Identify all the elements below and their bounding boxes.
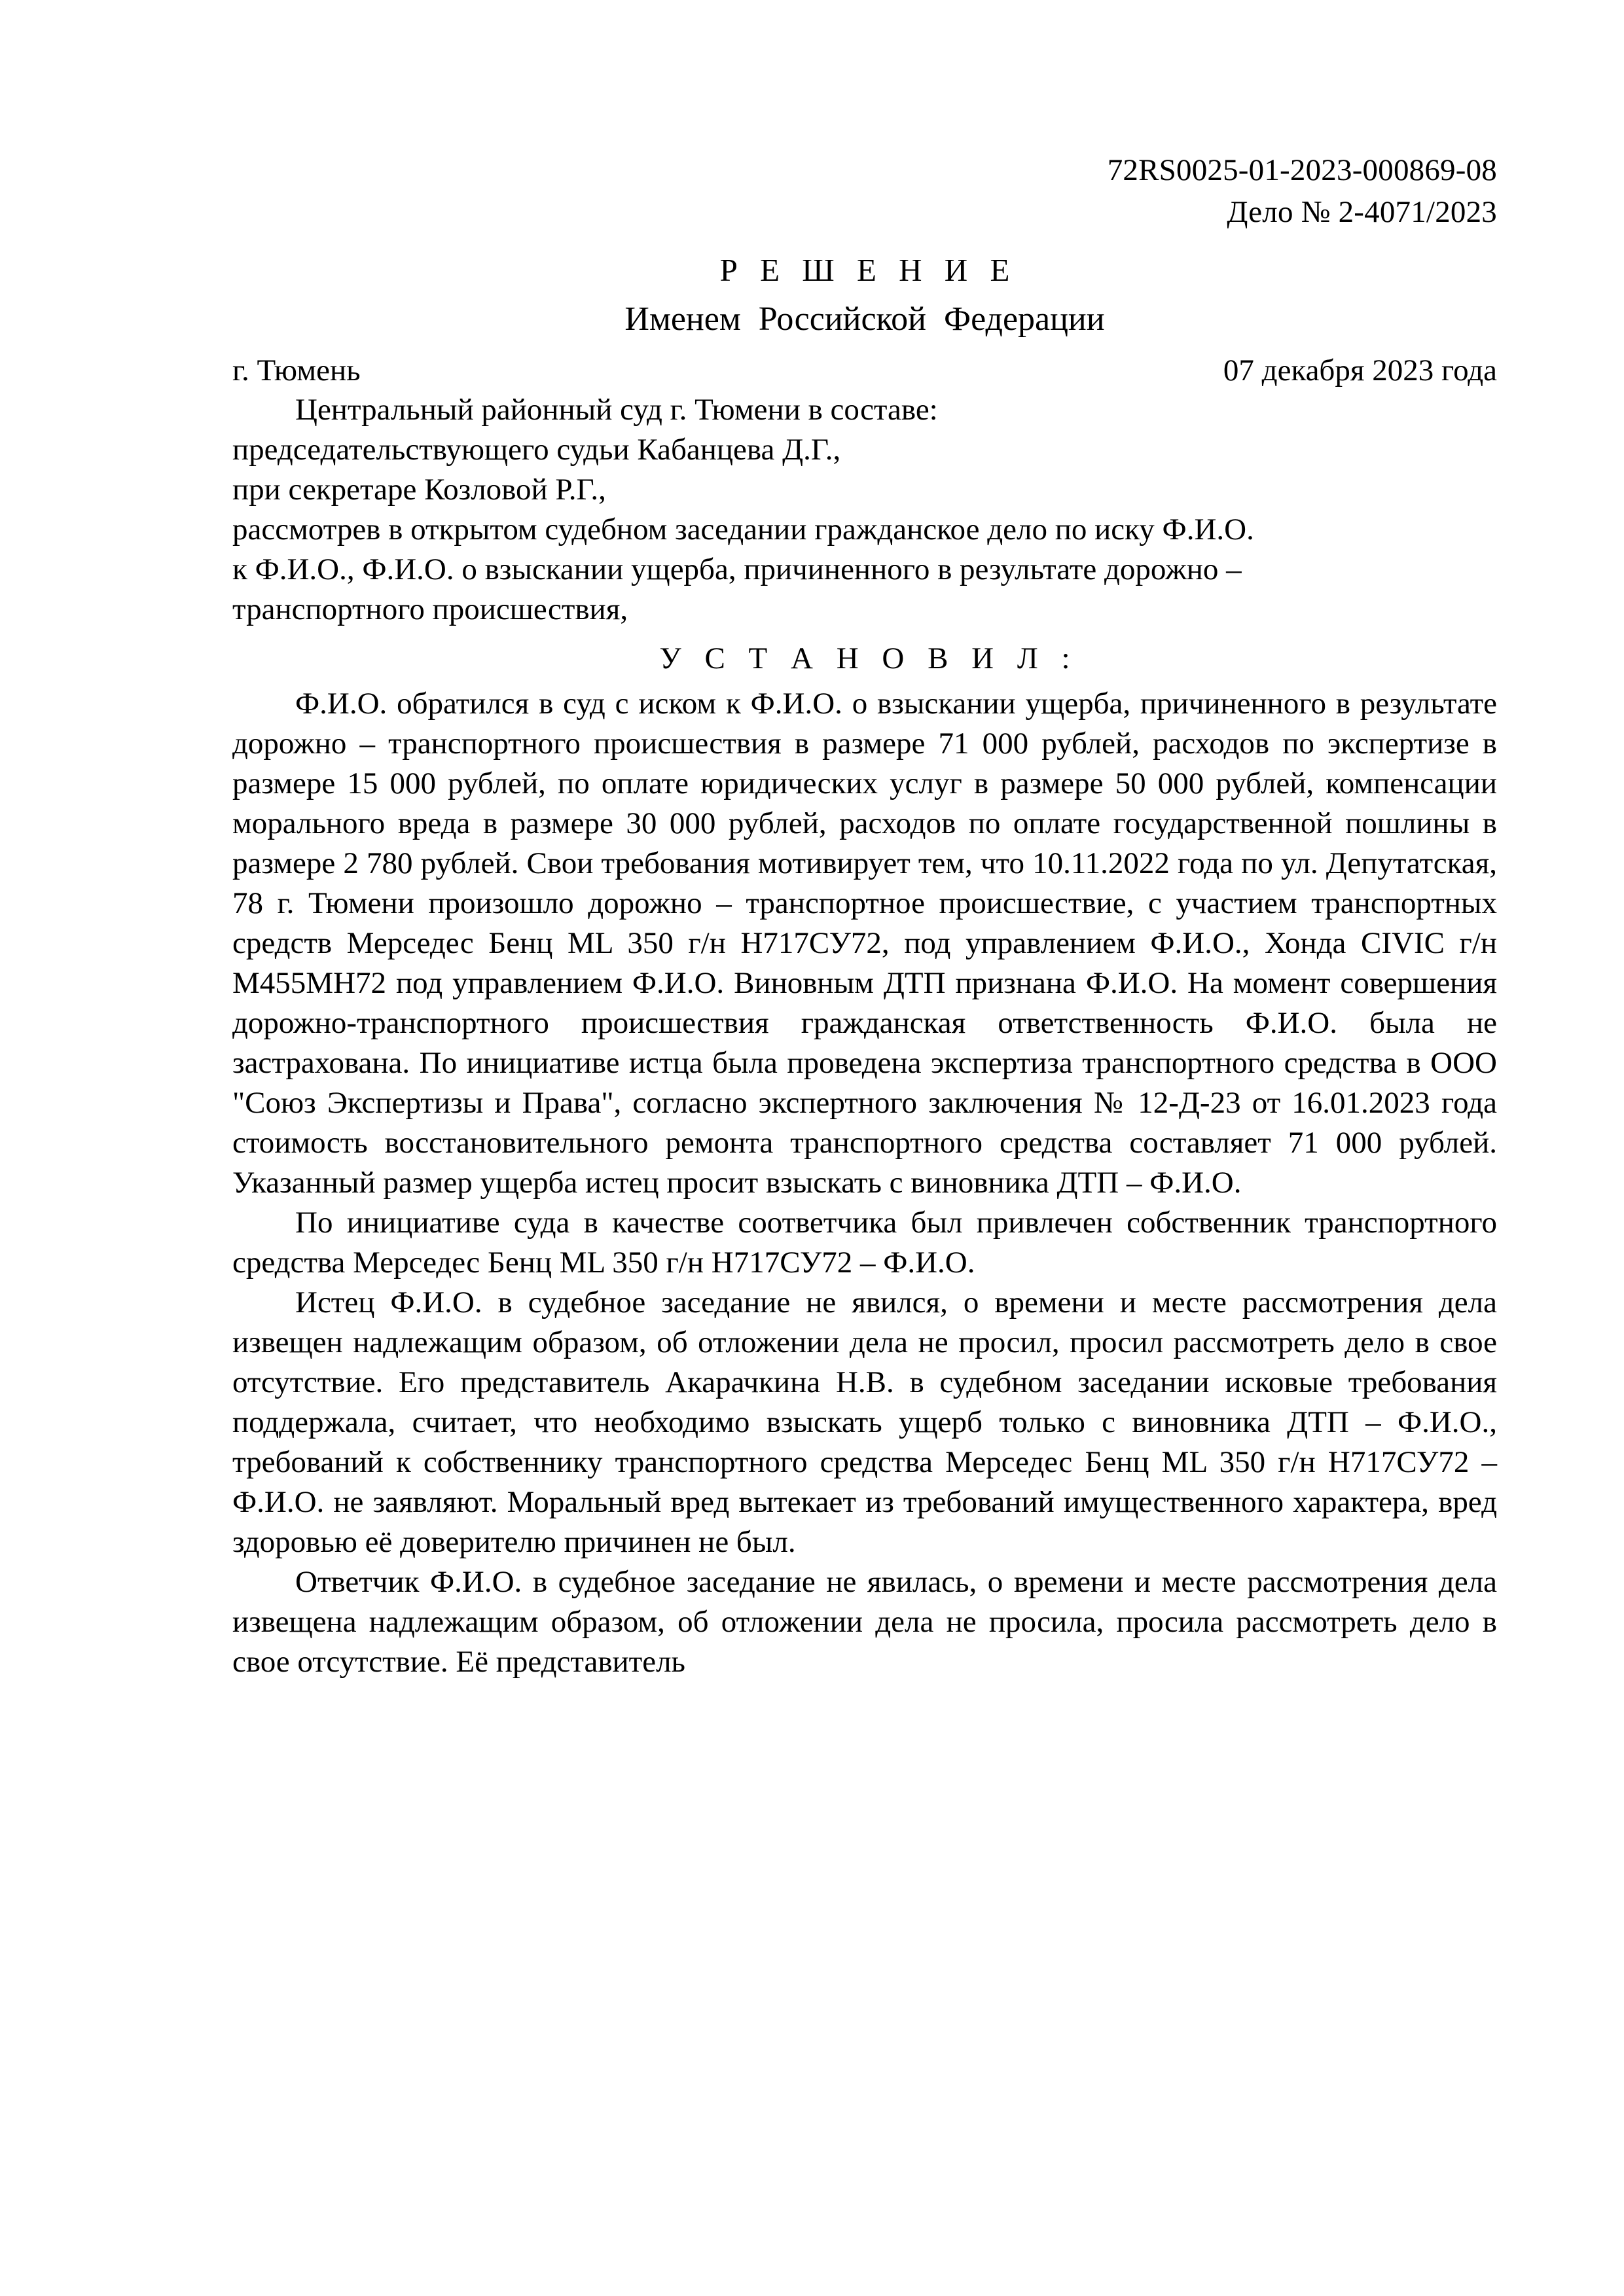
page-title-decision: Р Е Ш Е Н И Е — [719, 252, 1017, 288]
body-paragraph: Ответчик Ф.И.О. в судебное заседание не явилась, о времени и месте рассмотрения дела извещена надлежащим образом, об отложении дела не просила, просила рассмотреть дело в свое отсутствие. Её представитель — [232, 1565, 1497, 1679]
body-paragraph: Истец Ф.И.О. в судебное заседание не явился, о времени и месте рассмотрения дела извещен надлежащим образом, об отложении дела не просил, просил рассмотреть дело в свое отсутствие. Его представитель Акарачкина Н.В. в судебном заседании исковые требования поддержала, считает, что необходимо взыскать ущерб только с виновника ДТП – Ф.И.О., требований к собственнику транспортного средства Мерседес Бенц ML 350 г/н Н717СУ72 – Ф.И.О. не заявляют. Моральный вред вытекает из требований имущественного характера, вред здоровью её доверителю причинен не был. — [232, 1285, 1497, 1559]
considered-line-3: транспортного происшествия, — [232, 592, 628, 626]
considered-line-2: к Ф.И.О., Ф.И.О. о взыскании ущерба, причиненного в результате дорожно – — [232, 552, 1242, 586]
page-content — [232, 0, 1497, 1682]
case-uid: 72RS0025-01-2023-000869-08 — [1107, 153, 1497, 187]
title-in-name-of-rf: Именем Российской Федерации — [624, 300, 1105, 338]
court-composition-line: Центральный районный суд г. Тюмени в составе: — [295, 393, 938, 427]
body-paragraph: Ф.И.О. обратился в суд с иском к Ф.И.О. о взыскании ущерба, причиненного в результате дорожно – транспортного происшествия в размере 71 000 рублей, расходов по экспертизе в размере 15 000 рублей, по оплате юридических услуг в размере 50 000 рублей, компенсации морального вреда в размере 30 000 рублей, расходов по оплате государственной пошлины в размере 2 780 рублей. Свои требования мотивирует тем, что 10.11.2022 года по ул. Депутатская, 78 г. Тюмени произошло дорожно – транспортное происшествие, с участием транспортных средств Мерседес Бенц ML 350 г/н Н717СУ72, под управлением Ф.И.О., Хонда CIVIC г/н М455МН72 под управлением Ф.И.О. Виновным ДТП признана Ф.И.О. На момент совершения дорожно-транспортного происшествия гражданская ответственность Ф.И.О. была не застрахована. По инициативе истца была проведена экспертиза транспортного средства в ООО "Союз Экспертизы и Права", согласно экспертного заключения № 12-Д-23 от 16.01.2023 года стоимость восстановительного ремонта транспортного средства составляет 71 000 рублей. Указанный размер ущерба истец просит взыскать с виновника ДТП – Ф.И.О. — [232, 687, 1497, 1200]
case-number: Дело № 2-4071/2023 — [1227, 195, 1497, 229]
body-paragraph: По инициативе суда в качестве соответчика был привлечен собственник транспортного средства Мерседес Бенц ML 350 г/н Н717СУ72 – Ф.И.О. — [232, 1206, 1497, 1280]
presiding-judge-line: председательствующего судьи Кабанцева Д.Г., — [232, 433, 841, 467]
considered-line-1: рассмотрев в открытом судебном заседании гражданское дело по иску Ф.И.О. — [232, 512, 1254, 547]
city-label: г. Тюмень — [232, 353, 361, 387]
place-date-row — [232, 351, 1497, 390]
secretary-line: при секретаре Козловой Р.Г., — [232, 473, 606, 507]
decision-date: 07 декабря 2023 года — [1223, 353, 1497, 387]
heading-ustanovil: У С Т А Н О В И Л : — [659, 641, 1078, 675]
case-identifier-block — [232, 149, 1497, 233]
